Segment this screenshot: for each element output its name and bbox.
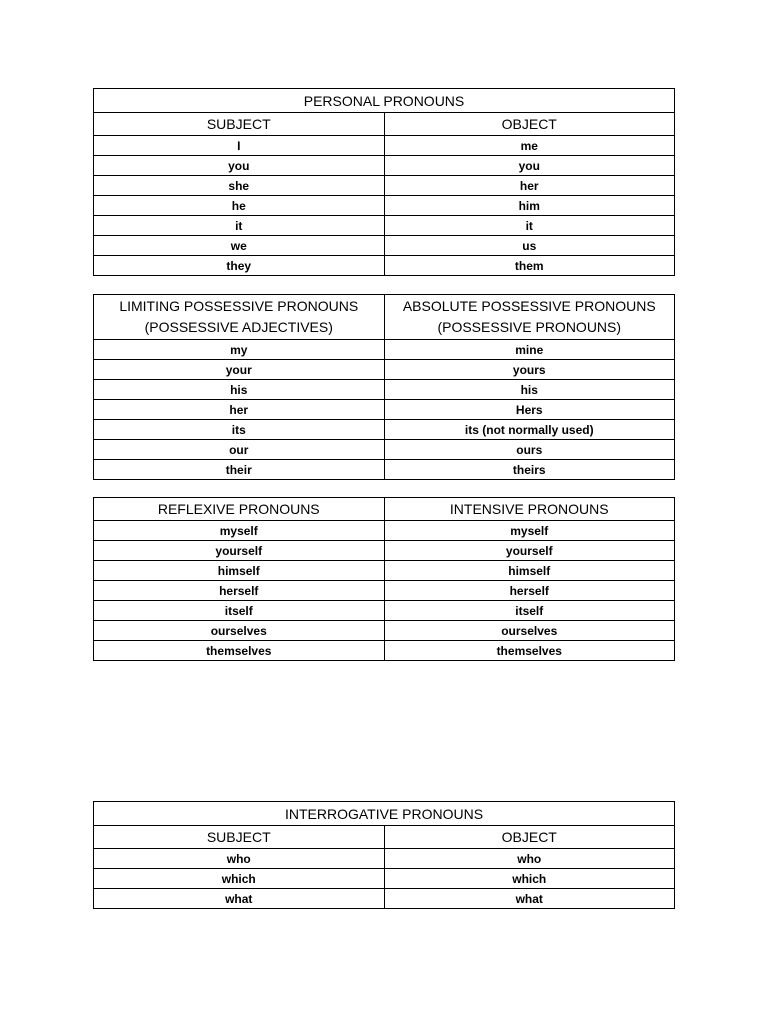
table-row: [94, 440, 675, 460]
table-cell: my: [94, 340, 385, 360]
table-cell: myself: [384, 521, 675, 541]
table-cell: you: [384, 156, 675, 176]
table-cell: mine: [384, 340, 675, 360]
table-cell: who: [384, 849, 675, 869]
table-row: [94, 256, 675, 276]
table-cell: itself: [94, 601, 385, 621]
table-cell: himself: [384, 561, 675, 581]
table-cell: her: [94, 400, 385, 420]
table-cell: you: [94, 156, 385, 176]
table-row: [94, 641, 675, 661]
table-cell: itself: [384, 601, 675, 621]
table-cell: their: [94, 460, 385, 480]
table-cell: what: [384, 889, 675, 909]
table-cell: himself: [94, 561, 385, 581]
column-header-intensive: INTENSIVE PRONOUNS: [384, 498, 675, 521]
column-header-object: OBJECT: [384, 826, 675, 849]
table-cell: herself: [384, 581, 675, 601]
table-cell: ourselves: [384, 621, 675, 641]
table-cell: she: [94, 176, 385, 196]
table-cell: yourself: [384, 541, 675, 561]
table-row: [94, 869, 675, 889]
table-cell: it: [384, 216, 675, 236]
table-row: [94, 521, 675, 541]
table-cell: we: [94, 236, 385, 256]
header-line: LIMITING POSSESSIVE PRONOUNS: [119, 298, 359, 314]
column-header-absolute-possessive: [384, 295, 675, 340]
table-cell: they: [94, 256, 385, 276]
table-cell: themselves: [94, 641, 385, 661]
table-row: [94, 176, 675, 196]
table-cell: his: [94, 380, 385, 400]
table-cell: which: [384, 869, 675, 889]
column-header-limiting-possessive: [94, 295, 385, 340]
interrogative-pronouns-table: [93, 801, 675, 909]
table-cell: myself: [94, 521, 385, 541]
possessive-pronouns-table: [93, 294, 675, 480]
table-row: [94, 340, 675, 360]
table-cell: what: [94, 889, 385, 909]
table-cell: he: [94, 196, 385, 216]
table-row: [94, 889, 675, 909]
table-row: [94, 561, 675, 581]
table-cell: herself: [94, 581, 385, 601]
table-cell: who: [94, 849, 385, 869]
table-row: [94, 216, 675, 236]
table-row: [94, 420, 675, 440]
table-cell: themselves: [384, 641, 675, 661]
table-cell: yourself: [94, 541, 385, 561]
column-header-reflexive: REFLEXIVE PRONOUNS: [94, 498, 385, 521]
table-cell: her: [384, 176, 675, 196]
column-header-object: OBJECT: [384, 113, 675, 136]
column-header-subject: SUBJECT: [94, 113, 385, 136]
table-cell: yours: [384, 360, 675, 380]
table-title: PERSONAL PRONOUNS: [94, 89, 675, 113]
table-cell: them: [384, 256, 675, 276]
table-row: [94, 621, 675, 641]
table-cell: him: [384, 196, 675, 216]
table-row: [94, 581, 675, 601]
table-cell: his: [384, 380, 675, 400]
table-cell: which: [94, 869, 385, 889]
column-header-subject: SUBJECT: [94, 826, 385, 849]
table-title: INTERROGATIVE PRONOUNS: [94, 802, 675, 826]
table-row: [94, 156, 675, 176]
table-cell: ours: [384, 440, 675, 460]
table-row: [94, 380, 675, 400]
table-cell: I: [94, 136, 385, 156]
header-line: (POSSESSIVE PRONOUNS): [437, 319, 622, 335]
table-row: [94, 196, 675, 216]
table-cell: us: [384, 236, 675, 256]
table-cell: our: [94, 440, 385, 460]
table-row: [94, 360, 675, 380]
table-cell: Hers: [384, 400, 675, 420]
table-cell: its (not normally used): [384, 420, 675, 440]
table-row: [94, 236, 675, 256]
table-cell: theirs: [384, 460, 675, 480]
table-row: [94, 136, 675, 156]
table-cell: its: [94, 420, 385, 440]
reflexive-pronouns-table: [93, 497, 675, 661]
table-cell: me: [384, 136, 675, 156]
personal-pronouns-table: [93, 88, 675, 276]
table-row: [94, 541, 675, 561]
table-row: [94, 849, 675, 869]
header-line: (POSSESSIVE ADJECTIVES): [144, 319, 333, 335]
table-row: [94, 460, 675, 480]
table-cell: your: [94, 360, 385, 380]
table-row: [94, 601, 675, 621]
table-row: [94, 400, 675, 420]
table-cell: ourselves: [94, 621, 385, 641]
header-line: ABSOLUTE POSSESSIVE PRONOUNS: [402, 298, 656, 314]
table-cell: it: [94, 216, 385, 236]
